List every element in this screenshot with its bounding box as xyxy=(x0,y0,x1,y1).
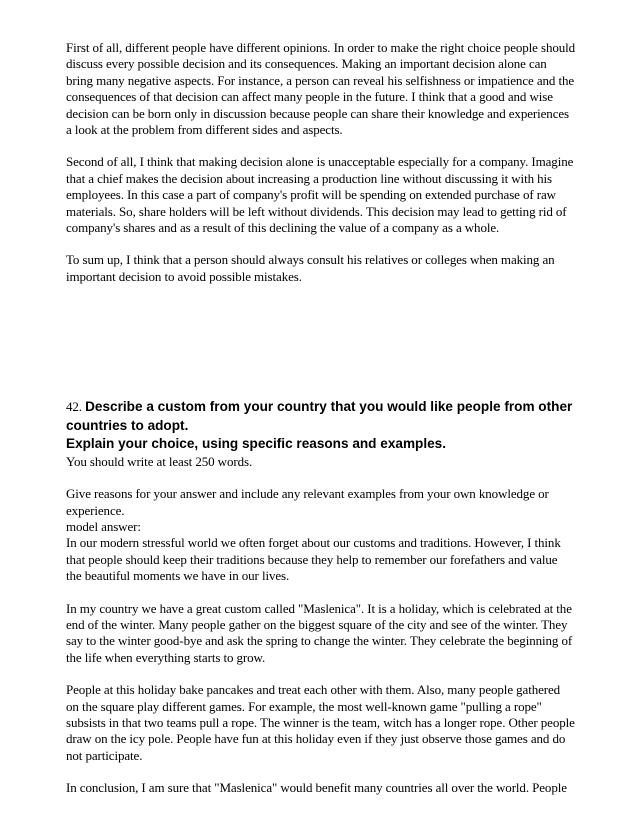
spacer xyxy=(66,470,576,486)
spacer xyxy=(66,585,576,601)
text-column xyxy=(66,40,576,797)
spacer xyxy=(66,764,576,780)
essay1-paragraph-1: First of all, different people have different opinions. In order to make the right choice people should discuss every possible decision and its consequences. Making an important decision alone can bring many negative aspects. For instance, a person can reveal his selfishness or impatience and the consequences of that decision can affect many people in the future. I think that a good and wise decision can be born only in discussion because people can share their knowledge and experiences a look at the problem from different sides and aspects. xyxy=(66,40,576,138)
essay2-paragraph-2: In my country we have a great custom called "Maslenica". It is a holiday, which is celebrated at the end of the winter. Many people gather on the biggest square of the city and see of the winter. They say to the winter good-bye and ask the spring to change the winter. They celebrate the beginning of the life when everything starts to grow. xyxy=(66,600,573,665)
spacer xyxy=(66,138,576,154)
question-subtitle: Explain your choice, using specific reasons and examples. xyxy=(66,436,447,452)
model-answer-label: model answer: xyxy=(66,519,141,534)
essay2-paragraph-3: People at this holiday bake pancakes and treat each other with them. Also, many people gathered on the square play different games. For example, the most well-known game "pulling a rope" subsists in that two teams pull a rope. The winner is the team, witch has a longer rope. Other people draw on the icy pole. People have fun at this holiday even if they just observe those games and do not participate. xyxy=(66,682,575,763)
essay2-instructions: Give reasons for your answer and include any relevant examples from your own knowledge or experience. xyxy=(66,486,549,518)
question-heading xyxy=(66,398,576,454)
question-number: 42. xyxy=(66,399,82,415)
spacer xyxy=(66,236,576,252)
question-title: Describe a custom from your country that you would like people from other countries to adopt. xyxy=(66,399,573,433)
essay2-paragraph-4: In conclusion, I am sure that "Maslenica" would benefit many countries all over the world. People xyxy=(66,780,567,796)
essay1-paragraph-2: Second of all, I think that making decision alone is unacceptable especially for a company. Imagine that a chief makes the decision about increasing a production line without discussing it with his employees. In this case a part of company's profit will be spending on extended purchase of raw materials. So, share holders will be left without dividends. This decision may lead to getting rid of company's shares and as a result of this declining the value of a company as a whole. xyxy=(66,154,574,236)
spacer xyxy=(66,666,576,682)
essay2-paragraph-1: In our modern stressful world we often forget about our customs and traditions. However, I think that people should keep their traditions because they help to remember our forefathers and value the beautiful moments we have in our lives. xyxy=(66,535,561,584)
blank-space xyxy=(66,285,576,398)
word-count-instruction: You should write at least 250 words. xyxy=(66,453,253,469)
essay1-paragraph-3: To sum up, I think that a person should always consult his relatives or colleges when making an important decision to avoid possible mistakes. xyxy=(66,252,555,284)
